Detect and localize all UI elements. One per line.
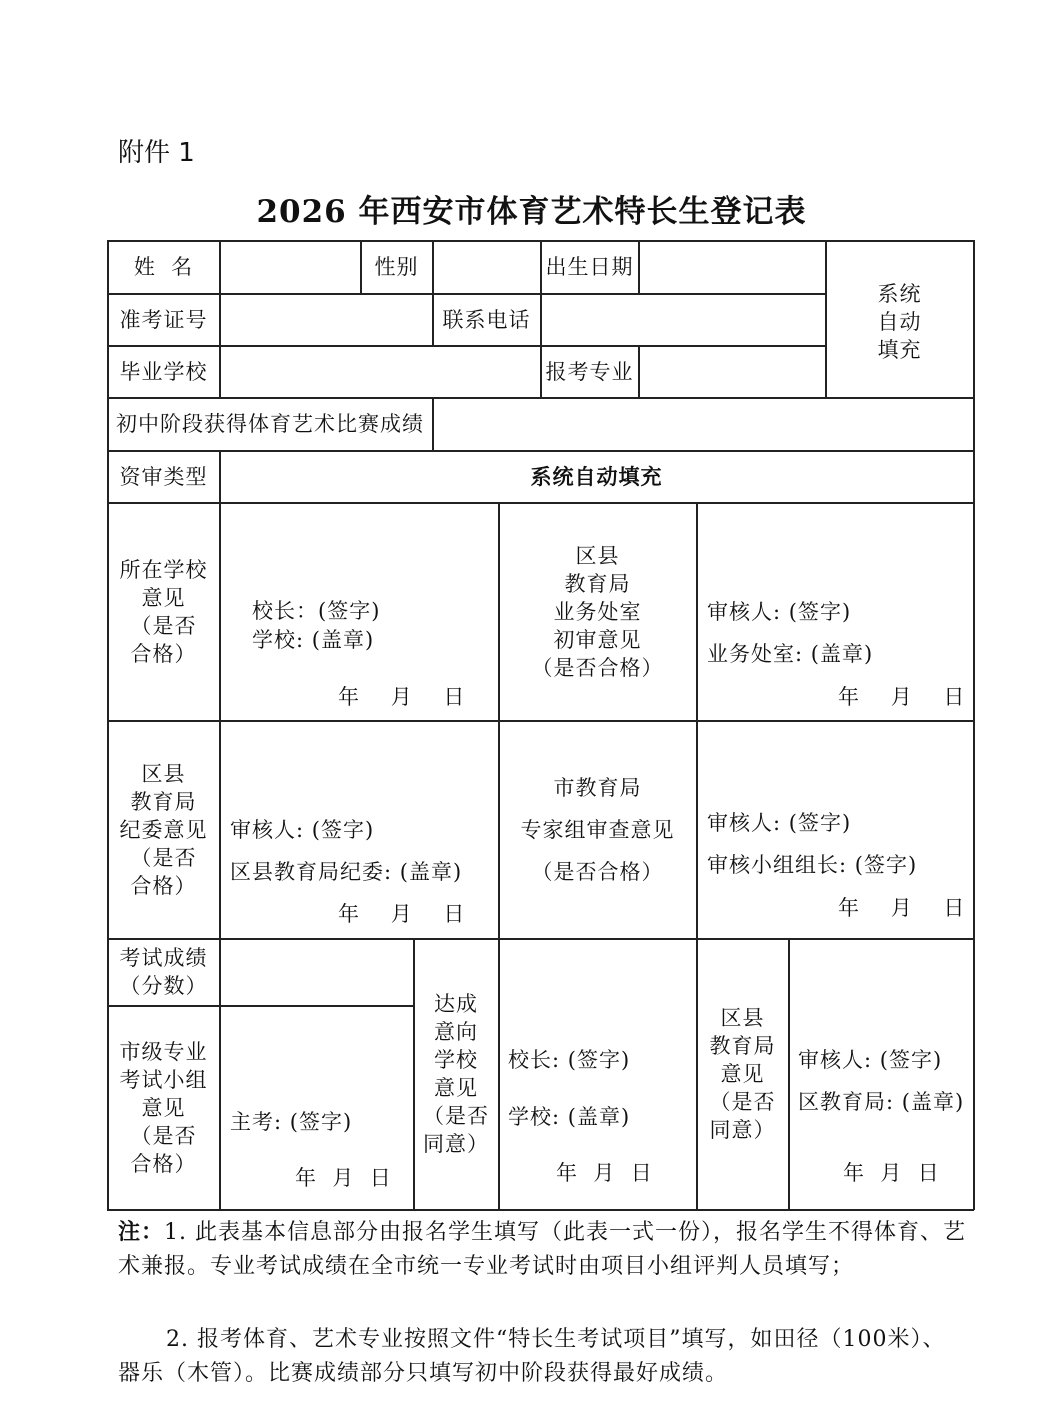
label-birth-date: 出生日期: [545, 255, 634, 279]
school-seal: 学校: (盖章): [508, 1105, 631, 1129]
reviewer-sign: 审核人: (签字): [707, 811, 852, 835]
note-prefix: 注：: [118, 1219, 165, 1245]
label-line: 合格）: [130, 874, 197, 898]
label-line: 区县: [720, 1006, 765, 1030]
label-city-exam-group: [108, 1038, 219, 1178]
school-seal: 学校: (盖章): [252, 628, 375, 652]
label-line: 意向: [434, 1020, 478, 1044]
label-line: 业务处室: [553, 600, 642, 624]
date-line: 年 月 日: [838, 685, 966, 709]
label-district-initial-review: [499, 542, 696, 682]
label-line: （分数）: [119, 974, 208, 998]
label-line: 合格）: [130, 1152, 197, 1176]
principal-sign: 校长：(签字): [252, 599, 381, 623]
discipline-seal: 区县教育局纪委: (盖章): [230, 860, 463, 884]
label-line: 专家组审查意见: [520, 818, 675, 842]
label-line: 市教育局: [553, 776, 642, 800]
reviewer-sign: 审核人: (签字): [230, 818, 375, 842]
label-line: 区县: [141, 762, 186, 786]
label-line: （是否: [130, 846, 197, 870]
label-line: 教育局: [709, 1034, 776, 1058]
label-district-opinion: [697, 1004, 788, 1144]
principal-sign: 校长: (签字): [508, 1048, 631, 1072]
label-gender: 性别: [374, 255, 419, 279]
label-line: 合格）: [130, 642, 197, 666]
photo-text-2: 自动: [877, 310, 922, 334]
label-line: （是否: [423, 1104, 489, 1128]
note-1-text: 1. 此表基本信息部分由报名学生填写（此表一式一份），报名学生不得体育、艺术兼报。专业考试成绩在全市统一专业考试时由项目小组评判人员填写；: [118, 1220, 967, 1279]
label-line: 意见: [141, 1096, 186, 1120]
date-line: 年 月 日: [838, 896, 966, 920]
label-line: 教育局: [564, 572, 631, 596]
label-line: （是否合格）: [531, 656, 664, 680]
label-line: （是否合格）: [531, 860, 664, 884]
label-line: 考试成绩: [119, 946, 208, 970]
label-discipline-opinion: [108, 760, 219, 900]
department-seal: 业务处室: (盖章): [707, 642, 874, 666]
group-leader-sign: 审核小组组长: (签字): [707, 853, 918, 877]
label-line: 同意）: [423, 1132, 489, 1156]
label-exam-score: [108, 944, 219, 1000]
bureau-seal: 区教育局: (盖章): [798, 1090, 965, 1114]
label-line: （是否: [130, 614, 197, 638]
label-school-opinion: [108, 556, 219, 668]
examiner-sign: 主考: (签字): [230, 1110, 353, 1134]
reviewer-sign: 审核人: (签字): [707, 600, 852, 624]
label-line: 意见: [141, 586, 186, 610]
date-line: 年 月 日: [338, 685, 466, 709]
label-line: 所在学校: [119, 558, 208, 582]
label-line: （是否: [130, 1124, 197, 1148]
date-line: 年 月 日: [295, 1166, 392, 1190]
label-review-type: 资审类型: [119, 464, 208, 489]
reviewer-sign: 审核人: (签字): [798, 1048, 943, 1072]
label-line: 市级专业: [119, 1040, 208, 1064]
review-type-value: 系统自动填充: [530, 464, 663, 489]
label-graduate-school: 毕业学校: [119, 359, 208, 384]
page-title: 2026 年西安市体育艺术特长生登记表: [256, 194, 807, 230]
label-line: 初审意见: [553, 628, 642, 652]
label-major: 报考专业: [545, 359, 634, 384]
note-1: [118, 1215, 966, 1284]
date-line: 年 月 日: [338, 902, 466, 926]
label-line: 意见: [434, 1076, 478, 1100]
photo-text-3: 填充: [877, 338, 922, 362]
label-line: 区县: [575, 544, 620, 568]
label-line: （是否: [709, 1090, 776, 1114]
label-intent-school: [414, 990, 498, 1158]
label-line: 教育局: [130, 790, 197, 814]
label-line: 纪委意见: [119, 818, 208, 842]
note-2: 2. 报考体育、艺术专业按照文件“特长生考试项目”填写，如田径（100米）、器乐（木管）。比赛成绩部分只填写初中阶段获得最好成绩。: [118, 1327, 946, 1386]
label-city-expert-review: [499, 767, 696, 893]
label-line: 意见: [720, 1062, 765, 1086]
label-line: 同意）: [709, 1118, 776, 1142]
date-line: 年 月 日: [843, 1161, 940, 1185]
label-line: 达成: [434, 992, 478, 1016]
label-line: 考试小组: [119, 1068, 208, 1092]
annex-label: 附件 1: [118, 138, 195, 168]
photo-text-1: 系统: [877, 282, 922, 306]
label-line: 学校: [434, 1048, 478, 1072]
label-awards: 初中阶段获得体育艺术比赛成绩: [116, 412, 424, 436]
label-phone: 联系电话: [442, 307, 531, 332]
label-exam-number: 准考证号: [119, 307, 208, 332]
photo-placeholder: [826, 280, 973, 364]
label-name: 姓 名: [133, 255, 194, 279]
date-line: 年 月 日: [556, 1161, 653, 1185]
